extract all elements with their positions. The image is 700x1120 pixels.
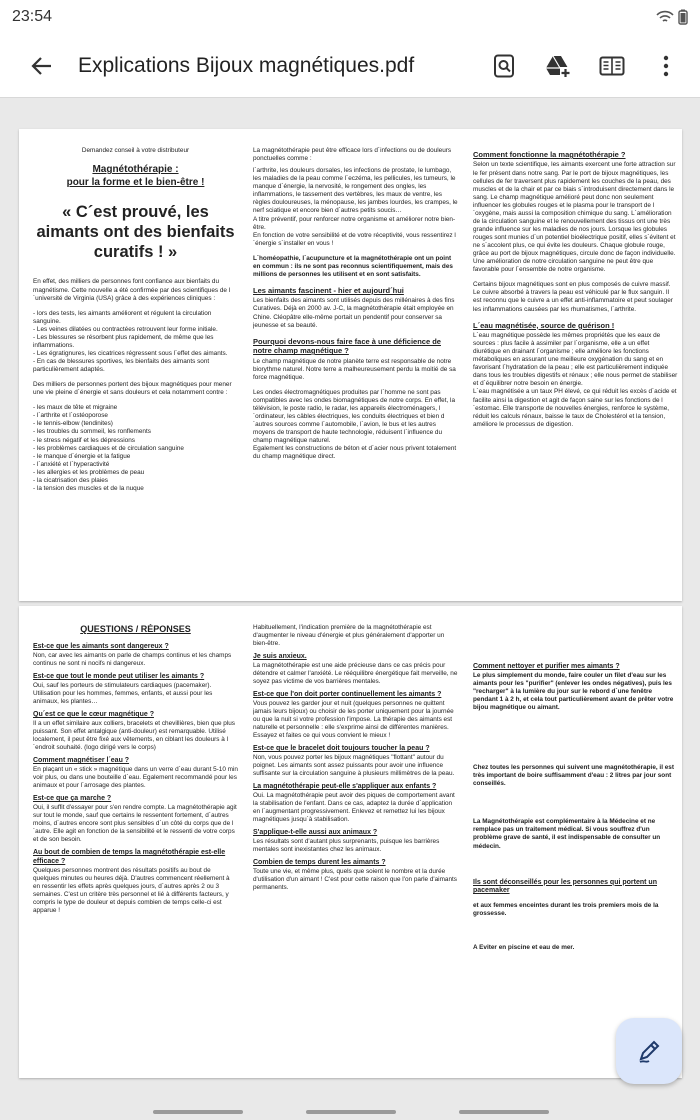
list-item: - Les blessures se résorbent plus rapidement, de même que les inflammations. xyxy=(33,334,238,350)
page2-column-1 xyxy=(33,624,238,920)
faq-question: S'applique-t-elle aussi aux animaux ? xyxy=(253,829,378,837)
nav-handle-left[interactable] xyxy=(153,1110,243,1114)
intro-paragraph: En effet, des milliers de personnes font confiance aux bienfaits du magnétisme. Cette nouvelle a été confirmée par des scientifiques de l´université de Virginia (USA) grâce à des expériences cliniques : xyxy=(33,278,231,302)
add-to-drive-button[interactable] xyxy=(540,48,576,84)
section-heading: Comment fonctionne la magnétothérapie ? xyxy=(473,150,626,159)
faq-answer: Il a un effet similaire aux colliers, bracelets et chevillières, bien que plus puissant. Son effet antalgique (anti-douleur) est remarquable. Utilisé localement, il peut être fixé aux vêtements, en ciblant les douleurs à l´endroit souhaité. (logo dirigé vers le corps) xyxy=(33,720,235,752)
paragraph: Certains bijoux magnétiques sont en plus composés de cuivre massif. Le cuivre absorbé à travers la peau est véhiculé par le flux sanguin. Il est reconnu que le cuivre a un effet anti-inflammatoire et peut soulager les inflammations causées par les rhumatismes, l´arthrite. xyxy=(473,281,673,313)
search-document-icon xyxy=(493,54,515,78)
test-results-list xyxy=(33,310,238,375)
wifi-icon xyxy=(656,10,674,24)
pdf-page-2 xyxy=(19,606,682,1078)
page2-column-2 xyxy=(253,624,458,897)
faq-answer: Oui, il suffit d'essayer pour s'en rendre compte. La magnétothérapie agit sur tout le monde, sauf que certains le ressentent fortement, d´autres moins, d´autres encore sont plus sensibles d´un côté du corps que de l´autre. Elle agit en fonction de la sensibilité et le ressenti de votre corps et de son besoin. xyxy=(33,804,237,844)
navigation-bar xyxy=(0,1100,700,1120)
list-item: - les allergies et les problèmes de peau xyxy=(33,469,238,477)
status-bar xyxy=(0,0,700,34)
list-item: - les problèmes cardiaques et de circulation sanguine xyxy=(33,445,238,453)
paragraph: l´arthrite, les douleurs dorsales, les infections de prostate, le lumbago, les maladies de la peau comme l´eczéma, les pellicules, les tumeurs, le manque d´énergie, la nervosité, le rongement des ongles, les inflammations, le tassement des vertèbres, les maux de ventre, les règles douloureuses, la ménopause, les jambes lourdes, les crampes, le nerf sciatique et encore bien d´autres petits soucis… xyxy=(253,167,458,215)
paragraph: Des milliers de personnes portent des bijoux magnétiques pour mener une vie pleine d´énergie et sans douleurs et cela notamment contre : xyxy=(33,381,232,397)
distributor-note: Demandez conseil à votre distributeur xyxy=(81,147,190,154)
pdf-viewer[interactable] xyxy=(0,99,700,1120)
annotate-button[interactable] xyxy=(616,1018,682,1084)
paragraph: Egalement les constructions de béton et d´acier nous privent totalement du champ magnétique direct. xyxy=(253,445,457,461)
list-item: - Les égratignures, les cicatrices régressent sous l´effet des aimants. xyxy=(33,350,238,358)
reading-mode-button[interactable] xyxy=(594,48,630,84)
paragraph: L´eau magnétisée a un taux PH élevé, ce qui réduit les excès d´acide et facilite ainsi la digestion et agit de façon saine sur les fonctions de l´estomac. Elle transporte de nouvelles énergies, renforce le système, réduit les calculs rénaux, baisse le taux de Cholestérol et la tension, améliore le processus de digestion. xyxy=(473,388,677,428)
toolbar xyxy=(486,48,684,84)
page2-column-3 xyxy=(473,658,678,959)
list-item: - la tension des muscles et de la nuque xyxy=(33,485,238,493)
more-vert-icon xyxy=(663,55,669,77)
paragraph: L´homéopathie, l´acupuncture et la magnétothérapie ont un point en commun : ils ne sont pas reconnus scientifiquement, mais des millions de personnes les utilisent et en sont satisfaits. xyxy=(253,254,453,278)
section-heading: Pourquoi devons-nous faire face à une déficience de notre champ magnétique ? xyxy=(253,336,441,356)
list-item: - les troubles du sommeil, les ronflements xyxy=(33,428,238,436)
list-item: - le tennis-elbow (tendinites) xyxy=(33,420,238,428)
list-item: - le stress négatif et les dépressions xyxy=(33,437,238,445)
nav-handle-right[interactable] xyxy=(459,1110,549,1114)
nav-handle-center[interactable] xyxy=(306,1110,396,1114)
paragraph: La magnétothérapie peut être efficace lors d´infections ou de douleurs ponctuelles comme : xyxy=(253,147,452,163)
paragraph: Les bienfaits des aimants sont utilisés depuis des millénaires à des fins Curatives. Déjà en 2000 av. J-C, la magnétothérapie était employée en Chine. Cléopâtre elle-même portait un pendentif pour conserver sa jeunesse et sa beauté. xyxy=(253,297,455,329)
battery-icon xyxy=(678,9,688,25)
faq-question: Est-ce que le bracelet doit toujours toucher la peau ? xyxy=(253,745,430,753)
paragraph: A titre préventif, pour renforcer notre organisme et améliorer notre bien-être. xyxy=(253,215,456,231)
paragraph: Le champ magnétique de notre planète terre est responsable de notre biorythme naturel. Notre terre a malheureusement perdu la moitié de sa force magnétique. xyxy=(253,357,456,381)
page1-column-2 xyxy=(253,147,458,468)
headline: « C´est prouvé, les aimants ont des bienfaits curatifs ! » xyxy=(36,203,235,261)
paragraph: Les ondes électromagnétiques produites par l´homme ne sont pas compatibles avec les ondes biomagnétiques de notre corps. En effet, la télévision, le poste radio, le radar, les appareils électroménagers, l´ordinateur, les câbles électriques, les conduits électriques et bien d´autres sources comme l´automobile, l´avion, le bus et les autres moyens de transport de haute technologie, réduisent l´influence du champ magnétique naturel. xyxy=(253,388,456,445)
paragraph: Habituellement, l'indication première de la magnétothérapie est d'augmenter le niveau d'énergie et plus généralement d'apporter un bien-être. xyxy=(253,624,445,648)
list-item: - la cicatrisation des plaies xyxy=(33,477,238,485)
search-in-document-button[interactable] xyxy=(486,48,522,84)
faq-answer: Non, car avec les aimants on parle de champs continus et les champs continus ne sont ni nocifs ni dangereux. xyxy=(33,652,232,668)
faq-question: Qu´est ce que le cœur magnétique ? xyxy=(33,711,154,719)
app-bar xyxy=(0,34,700,98)
ailments-list xyxy=(33,404,238,493)
list-item: - Les veines dilatées ou contractées retrouvent leur forme initiale. xyxy=(33,326,238,334)
paragraph: A Eviter en piscine et eau de mer. xyxy=(473,944,575,952)
paragraph: Selon un texte scientifique, les aimants exercent une forte attraction sur le fer présent dans notre sang. Par le port de bijoux magnétiques, les cellules de fer traversent plus rapidement les couches de la peau, des muscles et de la chair et par ce biais s´introduisent directement dans le sang. Le champ magnétique amélioré peut donc non seulement influencer les globules rouges et le plasma pour le transport de l´oxygène, mais aussi la composition chimique du sang. L´amélioration de la circulation sanguine et le renouvellement des tissus ont une très grande influence sur les maladies de nos jours. Lorsque les globules rouges sont munies d´un potentiel bioélectrique positif, elles s´évitent et ne s´accolent plus, ce qui évite les douleurs. Chaque globule rouge, grâce au port de bijoux magnétiques, circule donc de façon individuelle. Une amélioration de notre circulation sanguine ne peut être que favorable pour l´ensemble de notre organisme. xyxy=(473,161,676,274)
subtitle: Magnétothérapie : pour la forme et le bien-être ! xyxy=(66,164,205,188)
faq-question: Ils sont déconseillés pour les personnes qui portent un pacemaker xyxy=(473,878,657,895)
faq-question: Au bout de combien de temps la magnétothérapie est-elle efficace ? xyxy=(33,849,226,866)
faq-question: Est-ce que l'on doit porter continuellement les aimants ? xyxy=(253,691,442,699)
more-options-button[interactable] xyxy=(648,48,684,84)
pdf-page-1 xyxy=(19,129,682,601)
faq-answer: La magnétothérapie est une aide précieuse dans ce cas précis pour détendre et calmer l'anxiété. Le rééquilibre énergétique fait merveille, ne soyez pas victime de vos barrières mentales. xyxy=(253,662,458,686)
edit-pen-icon xyxy=(636,1038,662,1064)
drive-add-icon xyxy=(545,54,571,78)
status-icons xyxy=(656,9,688,25)
faq-answer: et aux femmes enceintes durant les trois premiers mois de la grossesse. xyxy=(473,902,659,918)
page1-column-1 xyxy=(33,147,238,500)
list-item: - les maux de tête et migraine xyxy=(33,404,238,412)
faq-title: QUESTIONS / RÉPONSES xyxy=(80,624,191,634)
list-item: - En cas de blessures sportives, les bienfaits des aimants sont particulièrement adaptés. xyxy=(33,358,238,374)
list-item: - lors des tests, les aimants améliorent et régulent la circulation sanguine. xyxy=(33,310,238,326)
paragraph: La Magnétothérapie est complémentaire à la Médecine et ne remplace pas un traitement médical. Si vous souffrez d'un problème grave de santé, il est indispensable de consulter un médecin. xyxy=(473,818,661,850)
faq-question: Comment nettoyer et purifier mes aimants ? xyxy=(473,663,620,670)
paragraph: En fonction de votre sensibilité et de votre réceptivité, vous ressentirez l´énergie s´installer en vous ! xyxy=(253,231,456,247)
paragraph: L´eau magnétique possède les mêmes propriétés que les eaux de sources : plus facile à assimiler par l´organisme, elle a un effet diurétique en drainant l´organisme ; elle améliore les fonctions métaboliques en assurant une meilleure oxygénation du sang et en favorisant l´hydratation de la peau ; elle est particulièrement indiquée dans tous les troubles digestifs et rénaux ; elle nous permet de stabiliser et d´équilibrer notre besoin en énergie. xyxy=(473,332,678,388)
page1-column-3 xyxy=(473,147,678,436)
faq-answer: Non, vous pouvez porter les bijoux magnétiques "flottant" autour du poignet. Les aimants sont assez puissants pour avoir une influence suffisante sur la circulation sanguine à plusieurs millimètres de la peau. xyxy=(253,754,455,778)
section-heading: Les aimants fascinent - hier et aujourd´hui xyxy=(253,285,404,295)
paragraph: Chez toutes les personnes qui suivent une magnétothérapie, il est très important de boire suffisamment d'eau : 2 litres par jour sont conseillés. xyxy=(473,764,674,788)
status-time: 23:54 xyxy=(12,8,53,25)
faq-question: Est-ce que les aimants sont dangereux ? xyxy=(33,643,169,651)
faq-answer: Oui. La magnétothérapie peut avoir des piques de comportement avant la stabilisation de l'enfant. Dans ce cas, adaptez la durée d´application en l´augmentant progressivement. Enlevez et remettez lui les bijoux magnétiques jusqu´à stabilisation. xyxy=(253,792,455,824)
faq-question: Est-ce que ça marche ? xyxy=(33,795,112,803)
list-item: - l´arthrite et l´ostéoporose xyxy=(33,412,238,420)
back-button[interactable] xyxy=(22,46,62,86)
faq-answer: Quelques personnes montrent des résultats positifs au bout de quelques minutes ou heures déjà. D'autres commencent réellement à en ressentir les effets après quelques jours, d´autres après 2 ou 3 semaines. C'est un critère très personnel et lié à différents facteurs, y compris le type de douleur et depuis combien de temps celle-ci est apparue ! xyxy=(33,867,230,915)
list-item: - l´anxiété et l´hyperactivité xyxy=(33,461,238,469)
faq-question: La magnétothérapie peut-elle s'appliquer aux enfants ? xyxy=(253,783,437,791)
faq-answer: Oui, sauf les porteurs de stimulateurs cardiaques (pacemaker). Utilisation pour les hommes, femmes, enfants, et aussi pour les animaux, les plantes… xyxy=(33,682,213,706)
faq-question: Je suis anxieux. xyxy=(253,653,307,661)
faq-answer: Vous pouvez les garder jour et nuit (quelques personnes ne quittent jamais leurs bijoux) ou choisir de les porter uniquement pour la journée ou que la nuit si votre profession l'impose. La thérapie des aimants est naturelle et personnelle : elle s'exprime ainsi de différentes manières. Essayez et faites ce qui vous convient le mieux ! xyxy=(253,700,454,740)
faq-answer: Toute une vie, et même plus, quels que soient le nombre et la durée d'utilisation d'un aimant ! C'est pour cette raison que l'on parle d'aimants permanents. xyxy=(253,868,457,892)
faq-answer: Les résultats sont d'autant plus surprenants, puisque les barrières mentales sont inexistantes chez les animaux. xyxy=(253,838,440,854)
arrow-back-icon xyxy=(31,55,53,77)
faq-question: Comment magnétiser l´eau ? xyxy=(33,757,130,765)
document-title: Explications Bijoux magnétiques.pdf xyxy=(78,53,415,77)
faq-answer: Le plus simplement du monde, faire couler un filet d'eau sur les aimants pour les "purifier" (enlever les ondes négatives), puis les "recharger" à la lumière du jour sur le rebord d´une fenêtre pendant 1 à 2 h, et cela tout particulièrement avant de prêter votre bijou magnétique ou aimant. xyxy=(473,671,674,712)
book-reader-icon xyxy=(599,56,625,76)
faq-question: Combien de temps durent les aimants ? xyxy=(253,859,386,867)
faq-answer: En plaçant un « stick » magnétique dans un verre d´eau durant 5-10 min voir plus, ou dans une bouteille d´eau. Egalement recommandé pour les animaux et pour l´arrosage des plantes. xyxy=(33,766,238,790)
list-item: - le manque d´énergie et la fatigue xyxy=(33,453,238,461)
faq-question: Est-ce que tout le monde peut utiliser les aimants ? xyxy=(33,673,205,681)
section-heading: L´eau magnétisée, source de guérison ! xyxy=(473,320,615,330)
